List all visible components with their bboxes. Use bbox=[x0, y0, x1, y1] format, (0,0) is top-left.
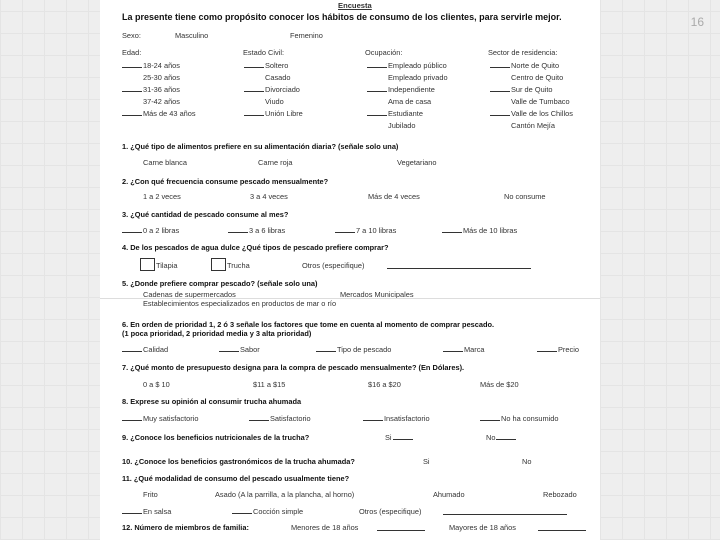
q1-option[interactable]: Vegetariano bbox=[397, 158, 437, 167]
question-1: 1. ¿Qué tipo de alimentos prefiere en su alimentación diaria? (señale solo una) bbox=[122, 142, 399, 151]
question-10: 10. ¿Conoce los beneficios gastronómicos de la trucha ahumada? bbox=[122, 457, 355, 466]
question-6: 6. En orden de prioridad 1, 2 ó 3 señale los factores que tome en cuenta al momento de comprar pescado. bbox=[122, 320, 495, 329]
q7-option[interactable]: $16 a $20 bbox=[368, 380, 401, 389]
q7-option[interactable]: $11 a $15 bbox=[253, 380, 286, 389]
q8-option[interactable]: Satisfactorio bbox=[249, 414, 311, 423]
sexo-label: Sexo: bbox=[122, 31, 141, 40]
q5-option[interactable]: Mercados Municipales bbox=[340, 290, 414, 299]
sexo-option[interactable]: Masculino bbox=[175, 31, 209, 40]
question-2: 2. ¿Con qué frecuencia consume pescado mensualmente? bbox=[122, 177, 329, 186]
q2-option[interactable]: 3 a 4 veces bbox=[250, 192, 288, 201]
q7-option[interactable]: Más de $20 bbox=[480, 380, 519, 389]
q11-option[interactable]: En salsa bbox=[122, 507, 171, 516]
question-3: 3. ¿Qué cantidad de pescado consume al mes? bbox=[122, 210, 289, 219]
edad-option[interactable]: 25-30 años bbox=[143, 73, 180, 82]
q4-other-field[interactable] bbox=[387, 268, 531, 269]
q6-option[interactable]: Precio bbox=[537, 345, 579, 354]
q3-option[interactable]: 0 a 2 libras bbox=[122, 226, 179, 235]
question-4: 4. De los pescados de agua dulce ¿Qué tipos de pescado prefiere comprar? bbox=[122, 243, 389, 252]
q8-option[interactable]: Insatisfactorio bbox=[363, 414, 430, 423]
q12-option: Menores de 18 años bbox=[291, 523, 359, 532]
question-5: 5. ¿Donde prefiere comprar pescado? (señale solo una) bbox=[122, 279, 318, 288]
q9-option[interactable]: Si bbox=[385, 433, 413, 442]
ocupacion-option[interactable]: Ama de casa bbox=[388, 97, 432, 106]
q5-option[interactable]: Establecimientos especializados en productos de mar o río bbox=[143, 299, 337, 308]
sector-option[interactable]: Valle de Tumbaco bbox=[511, 97, 570, 106]
q6-option[interactable]: Calidad bbox=[122, 345, 168, 354]
question-11: 11. ¿Qué modalidad de consumo del pescado usualmente tiene? bbox=[122, 474, 350, 483]
q10-option[interactable]: No bbox=[522, 457, 532, 466]
slide-background-left bbox=[0, 0, 100, 540]
question-6-note: (1 poca prioridad, 2 prioridad media y 3 alta prioridad) bbox=[122, 329, 312, 338]
estado-civil-option[interactable]: Unión Libre bbox=[244, 109, 303, 118]
ocupacion-option[interactable]: Jubilado bbox=[388, 121, 416, 130]
q11-option[interactable]: Frito bbox=[143, 490, 158, 499]
q6-option[interactable]: Sabor bbox=[219, 345, 260, 354]
q11-option[interactable]: Ahumado bbox=[433, 490, 465, 499]
question-12: 12. Número de miembros de familia: bbox=[122, 523, 249, 532]
q12-option: Mayores de 18 años bbox=[449, 523, 516, 532]
estado-civil-option[interactable]: Casado bbox=[265, 73, 291, 82]
q7-option[interactable]: 0 a $ 10 bbox=[143, 380, 170, 389]
sexo-option[interactable]: Femenino bbox=[290, 31, 323, 40]
q11-other-field[interactable] bbox=[443, 514, 567, 515]
ocupacion-option[interactable]: Independiente bbox=[367, 85, 435, 94]
q5-option[interactable]: Cadenas de supermercados bbox=[143, 290, 236, 299]
q2-option[interactable]: No consume bbox=[504, 192, 546, 201]
q2-option[interactable]: Más de 4 veces bbox=[368, 192, 420, 201]
question-8: 8. Exprese su opinión al consumir trucha ahumada bbox=[122, 397, 302, 406]
edad-option[interactable]: 31-36 años bbox=[122, 85, 180, 94]
question-7: 7. ¿Qué monto de presupuesto designa para la compra de pescado mensualmente? (En Dólares). bbox=[122, 363, 465, 372]
survey-title: Encuesta bbox=[338, 1, 372, 10]
trucha-checkbox[interactable] bbox=[211, 258, 226, 271]
survey-document bbox=[100, 0, 600, 540]
edad-option[interactable]: Más de 43 años bbox=[122, 109, 196, 118]
edad-option[interactable]: 18-24 años bbox=[122, 61, 180, 70]
q4-option: Tilapia bbox=[156, 261, 178, 270]
q3-option[interactable]: Más de 10 libras bbox=[442, 226, 517, 235]
q2-option[interactable]: 1 a 2 veces bbox=[143, 192, 181, 201]
q4-option: Trucha bbox=[227, 261, 250, 270]
sector-option[interactable]: Cantón Mejía bbox=[511, 121, 555, 130]
q10-option[interactable]: Si bbox=[423, 457, 430, 466]
estado-civil-option[interactable]: Soltero bbox=[244, 61, 288, 70]
sector-option[interactable]: Norte de Quito bbox=[490, 61, 559, 70]
ocupacion-option[interactable]: Empleado privado bbox=[388, 73, 448, 82]
edad-option[interactable]: 37-42 años bbox=[143, 97, 180, 106]
sector-option[interactable]: Valle de los Chillos bbox=[490, 109, 573, 118]
sector-option[interactable]: Centro de Quito bbox=[511, 73, 564, 82]
q4-option: Otros (especifique) bbox=[302, 261, 365, 270]
edad-label: Edad: bbox=[122, 48, 142, 57]
ocupacion-option[interactable]: Empleado público bbox=[367, 61, 447, 70]
q1-option[interactable]: Carne roja bbox=[258, 158, 293, 167]
q6-option[interactable]: Tipo de pescado bbox=[316, 345, 391, 354]
q1-option[interactable]: Carne blanca bbox=[143, 158, 187, 167]
slide-number: 16 bbox=[690, 15, 704, 29]
estado-civil-option[interactable]: Viudo bbox=[265, 97, 284, 106]
ocupacion-option[interactable]: Estudiante bbox=[367, 109, 423, 118]
survey-intro: La presente tiene como propósito conocer los hábitos de consumo de los clientes, para servirle mejor. bbox=[122, 12, 562, 22]
estado-civil-option[interactable]: Divorciado bbox=[244, 85, 300, 94]
mayores-field[interactable] bbox=[538, 530, 586, 531]
estado-civil-label: Estado Civil: bbox=[243, 48, 285, 57]
q8-option[interactable]: No ha consumido bbox=[480, 414, 559, 423]
q11-option[interactable]: Cocción simple bbox=[232, 507, 303, 516]
question-9: 9. ¿Conoce los beneficios nutricionales de la trucha? bbox=[122, 433, 310, 442]
q6-option[interactable]: Marca bbox=[443, 345, 485, 354]
ocupacion-label: Ocupación: bbox=[365, 48, 403, 57]
q11-option[interactable]: Otros (especifique) bbox=[359, 507, 422, 516]
q11-option[interactable]: Rebozado bbox=[543, 490, 577, 499]
slide-background-right bbox=[600, 0, 720, 540]
q11-option[interactable]: Asado (A la parrilla, a la plancha, al horno) bbox=[215, 490, 355, 499]
sector-option[interactable]: Sur de Quito bbox=[490, 85, 553, 94]
sector-label: Sector de residencia: bbox=[488, 48, 558, 57]
q9-option[interactable]: No bbox=[486, 433, 516, 442]
q3-option[interactable]: 7 a 10 libras bbox=[335, 226, 396, 235]
menores-field[interactable] bbox=[377, 530, 425, 531]
tilapia-checkbox[interactable] bbox=[140, 258, 155, 271]
q8-option[interactable]: Muy satisfactorio bbox=[122, 414, 198, 423]
q3-option[interactable]: 3 a 6 libras bbox=[228, 226, 285, 235]
